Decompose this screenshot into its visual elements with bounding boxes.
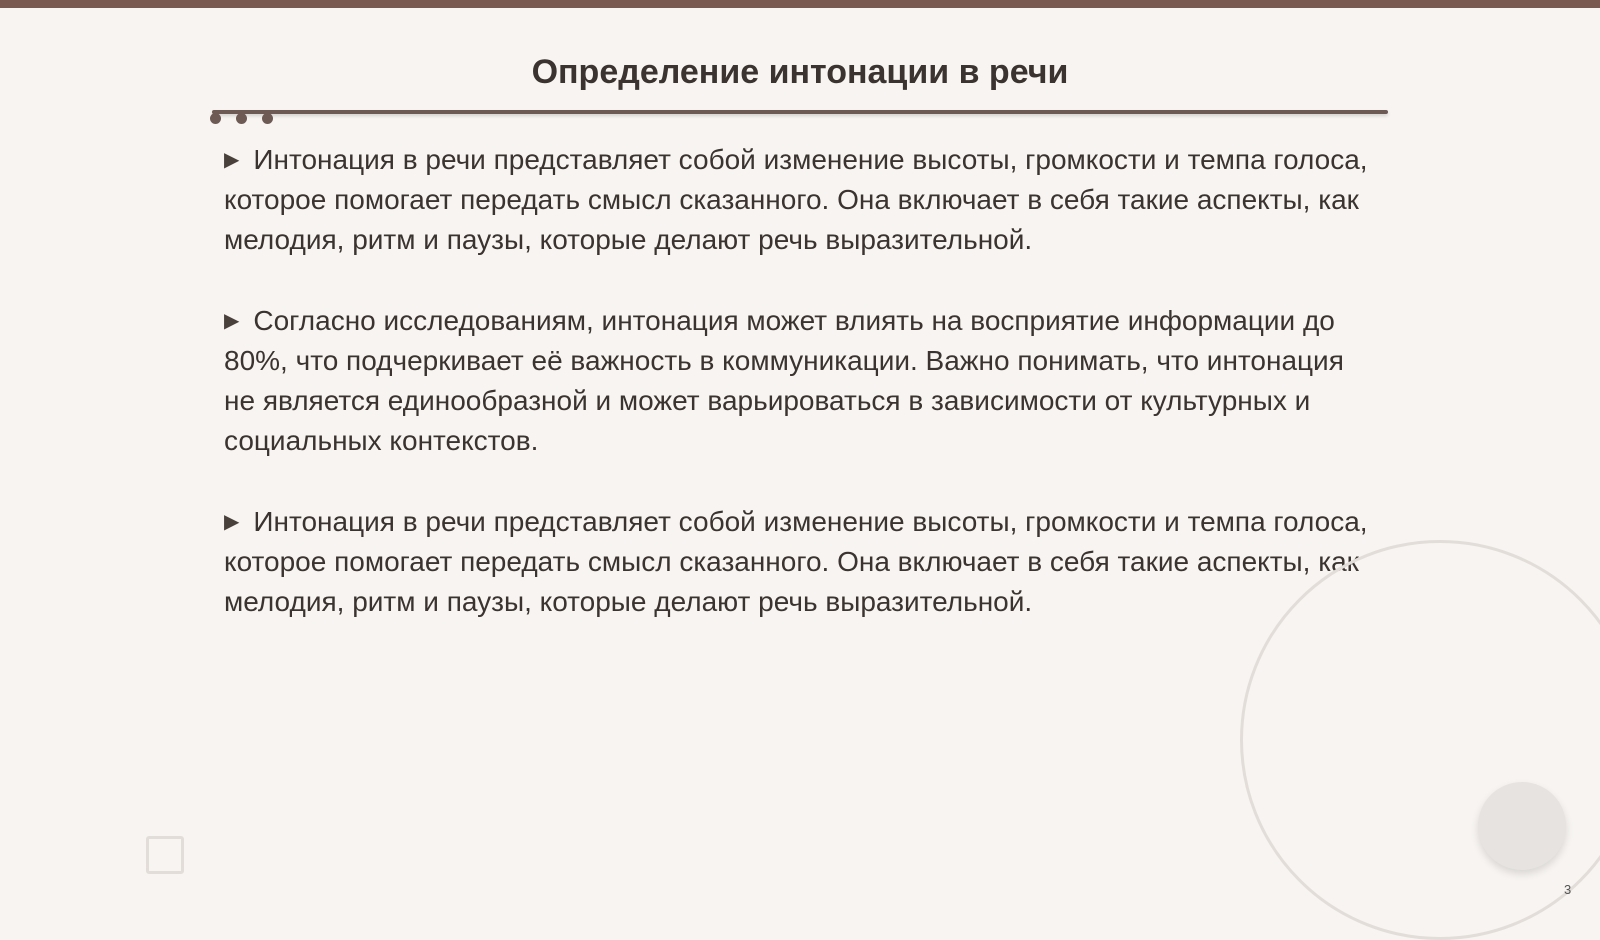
decorative-dot bbox=[262, 113, 273, 124]
bullet-item bbox=[224, 301, 1374, 461]
bullet-list bbox=[224, 140, 1374, 663]
bullet-item bbox=[224, 140, 1374, 260]
decorative-square-outline bbox=[146, 836, 184, 874]
bullet-item bbox=[224, 502, 1374, 622]
decorative-dot bbox=[210, 113, 221, 124]
triangle-bullet-icon: ▶ bbox=[224, 149, 240, 171]
triangle-bullet-icon: ▶ bbox=[224, 511, 240, 533]
slide-title: Определение интонации в речи bbox=[531, 53, 1069, 91]
top-accent-bar bbox=[0, 0, 1600, 8]
bullet-text: Интонация в речи представляет собой изменение высоты, громкости и темпа голоса, которое помогает передать смысл сказанного. Она включает в себя такие аспекты, как мелодия, ритм и паузы, которые делают речь выразительной. bbox=[224, 144, 1368, 255]
page-number: 3 bbox=[1564, 882, 1572, 897]
bullet-text: Согласно исследованиям, интонация может влиять на восприятие информации до 80%, что подчеркивает её важность в коммуникации. Важно понимать, что интонация не является единообразной и может варьироваться в зависимости от культурных и социальных контекстов. bbox=[224, 305, 1344, 456]
decorative-circle-filled bbox=[1478, 782, 1566, 870]
triangle-bullet-icon: ▶ bbox=[224, 310, 240, 332]
decorative-dot bbox=[236, 113, 247, 124]
title-underline bbox=[212, 110, 1388, 114]
bullet-text: Интонация в речи представляет собой изменение высоты, громкости и темпа голоса, которое помогает передать смысл сказанного. Она включает в себя такие аспекты, как мелодия, ритм и паузы, которые делают речь выразительной. bbox=[224, 506, 1368, 617]
